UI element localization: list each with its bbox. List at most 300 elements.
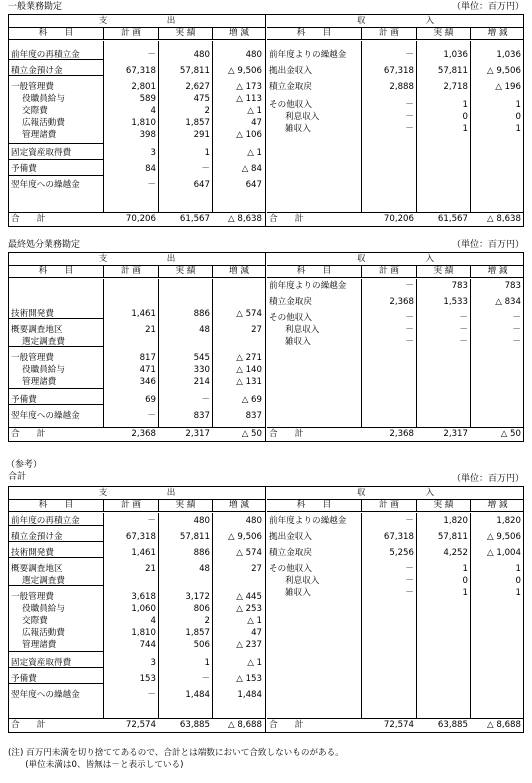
row-plan: － [147,516,156,526]
table-row [9,65,265,77]
item-separator [9,175,104,176]
row-diff: 480 [245,50,262,60]
header-group-char: 入 [425,488,435,498]
total-label: 合 計 [269,720,304,730]
row-label: 積立金預け金 [11,532,63,542]
row-plan [104,336,159,348]
table-body [9,41,265,212]
expenditure-half [9,487,266,732]
row-actual: － [201,674,210,684]
table-row [9,673,265,685]
table-row [9,81,265,93]
footnote: (単位未満は0、皆無は－と表示している) [8,760,184,770]
row-label: 役職員給与 [22,365,65,375]
item-separator [9,651,104,652]
total-diff: △ 50 [241,429,262,439]
row-actual: 1 [462,564,468,574]
row-plan: － [405,325,414,335]
header-group-char: 収 [356,254,366,264]
header-diff: 増 減 [487,28,508,38]
header-plan: 計 画 [104,266,159,277]
row-plan: － [405,588,414,598]
row-actual: 475 [193,94,210,104]
row-plan: 3 [150,658,156,668]
table-body [267,513,524,718]
row-actual [159,336,213,348]
row-diff: 1 [515,100,521,110]
table-row [9,364,265,376]
row-plan: － [405,281,414,291]
row-actual: 330 [193,365,210,375]
row-label: 役職員給与 [22,604,65,614]
row-diff: △ 271 [236,353,262,363]
row-diff: △ 9,506 [228,532,262,542]
row-label: その他収入 [269,313,312,323]
row-plan: 2,801 [131,82,156,92]
row-actual: 1,533 [443,297,468,307]
row-actual: 1,036 [443,50,468,60]
header-diff: 増 減 [229,28,249,38]
row-actual: 291 [193,130,210,140]
row-plan: － [405,313,414,323]
table-row [9,689,265,701]
row-diff: △ 1 [247,616,262,626]
header-group-label [267,253,524,265]
table-row [267,515,524,527]
row-diff: △ 834 [495,297,521,307]
row-label: その他収入 [269,564,312,574]
header-plan: 計 画 [104,500,159,511]
table-row [9,657,265,669]
row-plan: 471 [139,365,156,375]
row-actual: 1,857 [185,118,210,128]
income-half [267,15,524,226]
row-plan: － [405,564,414,574]
row-plan: － [147,180,156,190]
row-plan: 2,888 [389,82,414,92]
row-label: 前年度よりの繰越金 [269,50,347,60]
row-diff: 783 [504,281,521,291]
header-group-label [9,253,265,265]
total-row [267,427,524,441]
row-actual: 886 [193,548,210,558]
row-plan: 2,368 [389,297,414,307]
section-reference-note: （参考） [6,460,43,470]
table-row [9,615,265,627]
total-label: 合 計 [11,720,46,730]
row-actual: 647 [193,180,210,190]
row-label: 積立金取戻 [269,548,312,558]
header-group-label [9,487,265,499]
row-label: 一般管理費 [11,592,54,602]
footnote: (注) 百万円未満を切り捨ててあるので、合計とは端数において合致しないものがある。 [8,748,344,758]
header-item: 科 目 [267,500,362,511]
row-plan: － [405,516,414,526]
header-actual: 実 績 [159,28,213,39]
table-row [267,49,524,61]
header-group-char: 支 [98,488,108,498]
row-actual: 2 [204,106,210,116]
header-actual: 実 績 [417,500,471,511]
header-item: 科 目 [267,28,362,39]
table-row [9,49,265,61]
total-label: 合 計 [269,429,304,439]
total-row [267,212,524,226]
table-row [267,587,524,599]
row-actual: 480 [193,516,210,526]
total-row [267,718,524,732]
row-actual: 1 [204,148,210,158]
row-plan: － [147,50,156,60]
header-columns-row [267,500,524,512]
column-divider [470,513,471,718]
row-actual: 2 [204,616,210,626]
row-actual: 0 [462,112,468,122]
row-diff: 1 [515,124,521,134]
row-plan: 398 [139,130,156,140]
row-diff: 27 [251,325,262,335]
row-label: 交際費 [22,106,48,116]
row-actual: 1,484 [185,690,210,700]
row-diff: 47 [251,118,262,128]
header-group-char: 入 [425,254,435,264]
row-plan: 67,318 [125,532,156,542]
row-label: 一般管理費 [11,82,54,92]
table-row [9,163,265,175]
row-diff: △ 574 [236,548,262,558]
unit-label: （単位：百万円） [451,240,524,250]
row-diff: － [512,313,521,323]
table-row [9,627,265,639]
table-row [267,336,524,348]
table-row [267,312,524,324]
row-label: 翌年度への繰越金 [11,690,80,700]
table-row [9,336,265,348]
header-diff: 増 減 [229,266,249,276]
total-row [9,212,265,226]
row-plan: 67,318 [383,532,414,542]
row-plan: 21 [145,325,156,335]
row-diff: △ 253 [236,604,262,614]
table-row [9,410,265,422]
header-plan: 計 画 [362,500,417,511]
row-plan: － [147,411,156,421]
table-row [9,376,265,388]
row-diff: 0 [515,112,521,122]
table-row [9,93,265,105]
column-divider [361,513,362,718]
table-row [267,81,524,93]
header-group-label [267,487,524,499]
row-plan: 4 [150,616,156,626]
row-label: 利息収入 [285,325,320,335]
header-item: 科 目 [9,266,104,277]
row-diff: △ 173 [236,82,262,92]
header-group-char: 収 [356,488,366,498]
row-diff: △ 196 [495,82,521,92]
item-separator [9,388,104,389]
row-label: 広報活動費 [22,118,65,128]
row-actual: 57,811 [179,532,210,542]
row-label: 選定調査費 [22,576,65,586]
row-diff: － [512,337,521,347]
row-actual: 2,627 [185,82,210,92]
header-group-row [9,253,265,266]
header-columns-row [267,266,524,278]
row-diff [213,336,265,348]
row-plan: 1,810 [131,118,156,128]
row-plan: 67,318 [383,66,414,76]
row-diff: 480 [245,516,262,526]
income-half [267,487,524,732]
header-actual: 実 績 [417,28,471,39]
unit-label: （単位：百万円） [451,474,524,484]
header-group-char: 出 [166,254,176,264]
header-plan: 計 画 [104,28,159,39]
row-label: 概要調査地区 [11,325,63,335]
table-row [9,147,265,159]
row-actual: 2,718 [443,82,468,92]
header-columns-row [9,28,265,40]
row-plan: 21 [145,564,156,574]
header-actual: 実 績 [159,500,213,511]
row-diff: △ 9,506 [487,532,521,542]
total-actual: 2,317 [443,429,468,439]
row-diff: △ 106 [236,130,262,140]
table-row [9,308,265,320]
row-plan: 69 [145,395,156,405]
row-label: 利息収入 [285,576,320,586]
row-diff: △ 153 [236,674,262,684]
header-actual: 実 績 [159,266,213,277]
row-label: 前年度よりの繰越金 [269,281,347,291]
row-actual [159,575,213,587]
row-label: 前年度の再積立金 [11,50,80,60]
row-label: 一般管理費 [11,353,54,363]
row-actual: 1,820 [443,516,468,526]
table-row [9,324,265,336]
total-actual: 63,885 [179,720,210,730]
row-label: 前年度よりの繰越金 [269,516,347,526]
total-row [9,718,265,732]
row-actual: － [459,325,468,335]
budget-table [8,252,524,442]
row-plan: 589 [139,94,156,104]
row-actual: 1 [462,588,468,598]
row-label: 固定資産取得費 [11,148,72,158]
row-diff: △ 1,004 [487,548,521,558]
row-diff: △ 131 [236,377,262,387]
total-diff: △ 50 [500,429,521,439]
row-diff: △ 113 [236,94,262,104]
unit-label: （単位：百万円） [451,2,524,12]
row-actual: 4,252 [443,548,468,558]
row-actual: － [459,313,468,323]
row-actual: 214 [193,377,210,387]
row-label: 拠出金収入 [269,66,312,76]
row-actual: 506 [193,640,210,650]
table-row [267,280,524,292]
row-label: 技術開発費 [11,548,54,558]
header-diff: 増 減 [487,500,508,510]
table-row [9,515,265,527]
row-actual: 806 [193,604,210,614]
row-label: 予備費 [11,395,37,405]
row-plan: 744 [139,640,156,650]
table-row [9,547,265,559]
row-label: その他収入 [269,100,312,110]
total-plan: 70,206 [125,214,156,224]
row-label: 翌年度への繰越金 [11,180,80,190]
total-plan: 72,574 [383,720,414,730]
row-plan [104,575,159,587]
row-actual: － [201,395,210,405]
row-diff: 837 [245,411,262,421]
table-row [267,563,524,575]
section-caption: 最終処分業務勘定 [8,240,81,250]
row-actual: 837 [193,411,210,421]
row-label: 利息収入 [285,112,320,122]
total-diff: △ 8,688 [487,720,521,730]
row-plan: － [405,124,414,134]
total-plan: 70,206 [383,214,414,224]
table-body [9,513,265,718]
header-group-char: 収 [356,16,366,26]
table-row [267,575,524,587]
table-row [9,105,265,117]
header-group-char: 入 [425,16,435,26]
row-diff: 1 [515,588,521,598]
row-plan: 1,060 [131,604,156,614]
total-plan: 2,368 [131,429,156,439]
row-diff: △ 574 [236,309,262,319]
section-caption: 一般業務勘定 [8,2,63,12]
row-actual: 1 [462,100,468,110]
row-diff [213,575,265,587]
row-diff: △ 237 [236,640,262,650]
row-label: 雑収入 [285,337,311,347]
row-actual: 1 [462,124,468,134]
item-separator [9,143,104,144]
table-row [9,603,265,615]
row-actual: 48 [199,564,210,574]
row-plan: － [405,112,414,122]
row-label: 積立金取戻 [269,297,312,307]
row-diff: △ 1 [247,658,262,668]
row-diff: △ 1 [247,148,262,158]
header-group-char: 出 [166,16,176,26]
total-actual: 2,317 [185,429,210,439]
header-plan: 計 画 [362,28,417,39]
column-divider [416,513,417,718]
row-label: 役職員給与 [22,94,65,104]
table-row [267,531,524,543]
row-plan: 153 [139,674,156,684]
row-label: 管理諸費 [22,377,57,387]
table-row [267,296,524,308]
row-plan: 84 [145,164,156,174]
header-item: 科 目 [9,500,104,511]
table-row [9,591,265,603]
row-diff: 0 [515,576,521,586]
table-row [267,99,524,111]
table-row [9,179,265,191]
row-label: 積立金取戻 [269,82,312,92]
row-diff: △ 1 [247,106,262,116]
total-diff: △ 8,638 [487,214,521,224]
header-group-row [9,487,265,500]
row-actual: 57,811 [437,66,468,76]
row-label: 管理諸費 [22,130,57,140]
row-actual: 1,857 [185,628,210,638]
row-label: 概要調査地区 [11,564,63,574]
row-plan: 1,810 [131,628,156,638]
row-label: 拠出金収入 [269,532,312,542]
table-row [9,639,265,651]
row-plan: － [147,690,156,700]
header-actual: 実 績 [417,266,471,277]
row-plan: 3,618 [131,592,156,602]
row-diff: 1 [515,564,521,574]
total-plan: 2,368 [389,429,414,439]
row-plan: 5,256 [389,548,414,558]
row-label: 予備費 [11,674,37,684]
table-body [267,279,524,427]
row-diff: △ 140 [236,365,262,375]
row-actual: 783 [451,281,468,291]
header-group-char: 支 [98,254,108,264]
total-diff: △ 8,688 [228,720,262,730]
header-group-row [9,15,265,28]
row-actual: 886 [193,309,210,319]
table-row [9,352,265,364]
header-diff: 増 減 [487,266,508,276]
row-diff: 647 [245,180,262,190]
item-separator [9,159,104,160]
budget-table [8,14,524,227]
table-row [267,324,524,336]
table-row [267,111,524,123]
row-plan: 346 [139,377,156,387]
header-diff: 増 減 [229,500,249,510]
row-diff: △ 445 [236,592,262,602]
header-item: 科 目 [267,266,362,277]
header-item: 科 目 [9,28,104,39]
row-actual: － [201,164,210,174]
table-row [9,531,265,543]
row-diff: － [512,325,521,335]
header-plan: 計 画 [362,266,417,277]
budget-table [8,486,524,733]
header-group-row [267,253,524,266]
row-actual: 0 [462,576,468,586]
row-plan: － [405,100,414,110]
row-diff: 1,484 [237,690,262,700]
row-plan: 817 [139,353,156,363]
row-label: 広報活動費 [22,628,65,638]
row-plan: 67,318 [125,66,156,76]
row-actual: 57,811 [179,66,210,76]
row-label: 技術開発費 [11,309,54,319]
row-diff: △ 9,506 [487,66,521,76]
row-plan: 1,461 [131,548,156,558]
header-group-row [267,487,524,500]
table-row [267,123,524,135]
row-diff: 47 [251,628,262,638]
row-diff: 1,036 [496,50,521,60]
total-label: 合 計 [11,429,46,439]
header-group-char: 支 [98,16,108,26]
